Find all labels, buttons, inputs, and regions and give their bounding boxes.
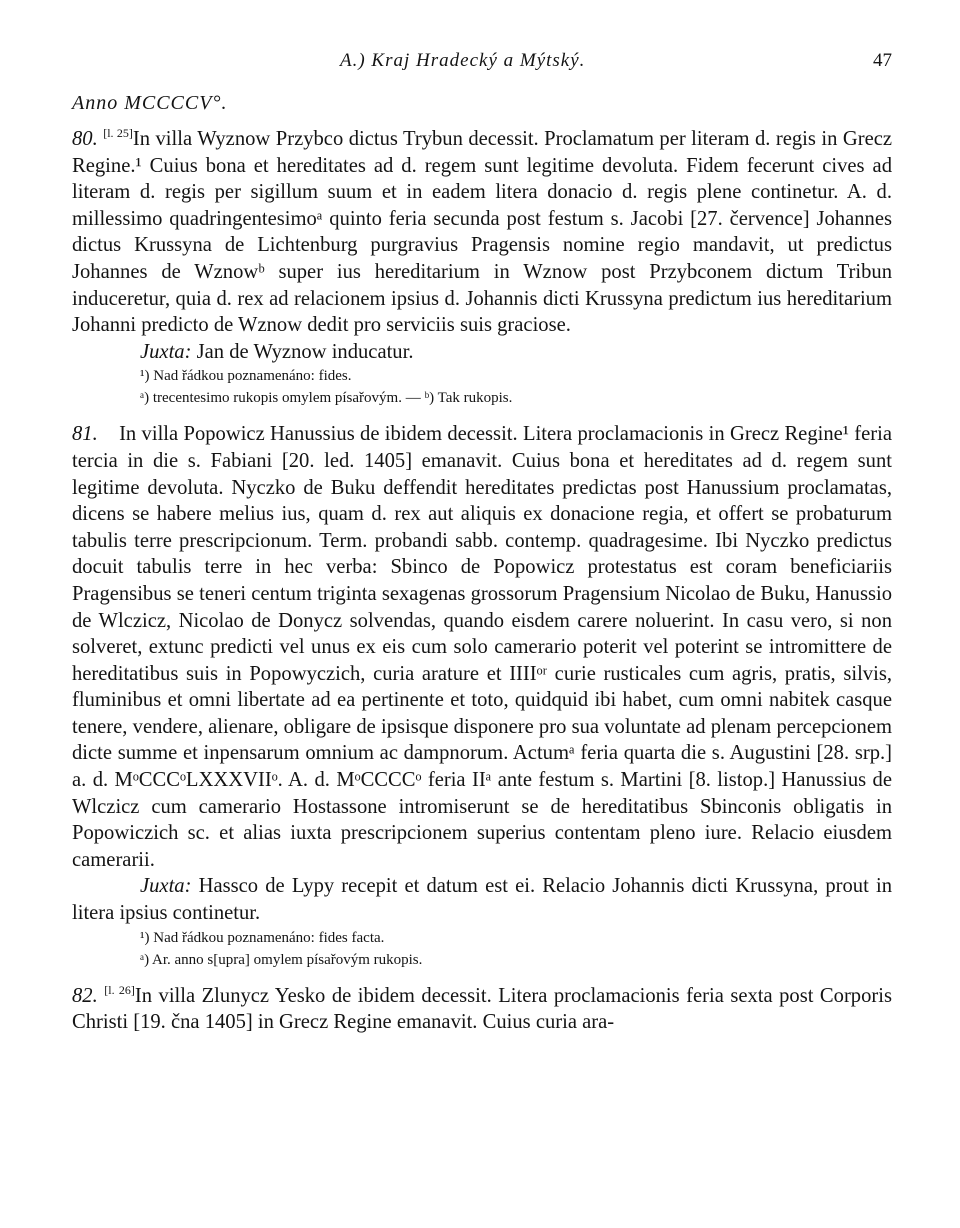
footnote: ¹) Nad řádkou poznamenáno: fides facta. [140, 929, 385, 946]
entry-82-paragraph-main [72, 983, 892, 1036]
entry-81-paragraph-main [72, 421, 892, 873]
footnote: ¹) Nad řádkou poznamenáno: fides. [140, 368, 352, 385]
entry-81-juxta [72, 873, 892, 926]
juxta-text: Hassco de Lypy recepit et datum est ei. Relacio Johannis dicti Krussyna, prout in litera ipsius continetur. [72, 875, 892, 925]
folio-marker: [l. 26] [104, 982, 135, 997]
entry-80-paragraph-main [72, 126, 892, 339]
entry-80-juxta [72, 339, 892, 366]
page-header [72, 42, 892, 82]
entry-number: 81. [72, 423, 98, 446]
entry-number: 82. [72, 984, 98, 1007]
entry-81-text: In villa Popowicz Hanussius de ibidem decessit. Litera proclamacionis in Grecz Regine¹ feria tercia in die s. Fabiani [20. led. 1405] emanavit. Cuius bona et hereditates ad d. regem sunt legitime devoluta. Nyczko de Buku deffendit hereditates predictas post Hanussium proclamatas, dicens se habere melius ius, quam d. rex aut aliquis ex donacione regia, et offert se probaturum tabulis terre prescripcionum. Term. probandi sabb. contemp. quadragesime. Ibi Nyczko predictus docuit tabulis terre in hec verba: Sbinco de Popowicz protestatus est coram beneficiariis Pragensibus se teneri centum triginta sexagenas grossorum Pragensium Nicolao de Buku, Hanussio de Wlczicz, Nicolao de Donycz solvendas, quando eisdem carere noluerint. In casu vero, si non solveret, extunc predicti vel unus ex eis cum solo camerario poterit vel poterint se intromittere de hereditatibus suis in Popowyczich, curia arature et IIIIᵒʳ curie rusticales cum agris, pratis, silvis, fluminibus et omni libertate ad ea pertinente et toto, quidquid ibi habet, cum omni nabitek casque tenere, vendere, alienare, obligare de ipsisque disponere pro sua voluntate ad plenam percepcionem dicte summe et inpensarum omnium ac dampnorum. Actumᵃ feria quarta die s. Augustini [28. srp.] a. d. MᵒCCCᵒLXXXVIIᵒ. A. d. MᵒCCCCᵒ feria IIᵃ ante festum s. Martini [8. listop.] Hanussius de Wlczicz cum camerario Hostassone intromiserunt se de hereditatibus Sbinconis obligatis in Popowiczich sc. et alias iuxta prescripcionem superius contentam pleno iure. Relacio eiusdem camerarii. [72, 423, 893, 871]
year-heading: Anno MCCCCV°. [72, 92, 228, 114]
entry-number: 80. [72, 128, 98, 150]
folio-marker: [l. 25] [103, 126, 133, 141]
entry-82 [72, 983, 892, 1036]
entry-80-text: In villa Wyznow Przybco dictus Trybun decessit. Proclamatum per literam d. regis in Grecz Regine.¹ Cuius bona et hereditates ad d. regem sunt legitime devoluta. Fidem fecerunt cives ad literam d. regis per sigillum suum et in eadem litera donacio d. regis plene continetur. A. d. millessimo quadringentesimoᵃ quinto feria secunda post festum s. Jacobi [27. července] Johannes dictus Krussyna de Lichtenburg purgravius Pragensis nomine regio mandavit, ut predictus Johannes de Wznowᵇ super ius hereditarium in Wznow post Przybconem dictum Tribun induceretur, quia d. rex ad relacionem ipsius d. Johannis dicti Krussyna predictum ius hereditarium Johanni predicto de Wznow dedit pro serviciis suis graciose. [72, 128, 893, 337]
entry-82-text: In villa Zlunycz Yesko de ibidem decessit. Litera proclamacionis feria sexta post Corporis Christi [19. čna 1405] in Grecz Regine emanavit. Cuius curia ara- [72, 984, 892, 1034]
juxta-label: Juxta: [140, 340, 192, 363]
entry-81 [72, 421, 892, 970]
footnote: ᵃ) trecentesimo rukopis omylem písařovým. — ᵇ) Tak rukopis. [140, 390, 513, 407]
page-number: 47 [873, 50, 892, 71]
document-page [72, 42, 892, 1036]
juxta-label: Juxta: [140, 875, 192, 898]
footnote: ᵃ) Ar. anno s[upra] omylem písařovým rukopis. [140, 951, 423, 968]
running-title: A.) Kraj Hradecký a Mýtský. [340, 50, 586, 71]
entry-80 [72, 126, 892, 409]
juxta-text: Jan de Wyznow inducatur. [196, 340, 414, 363]
